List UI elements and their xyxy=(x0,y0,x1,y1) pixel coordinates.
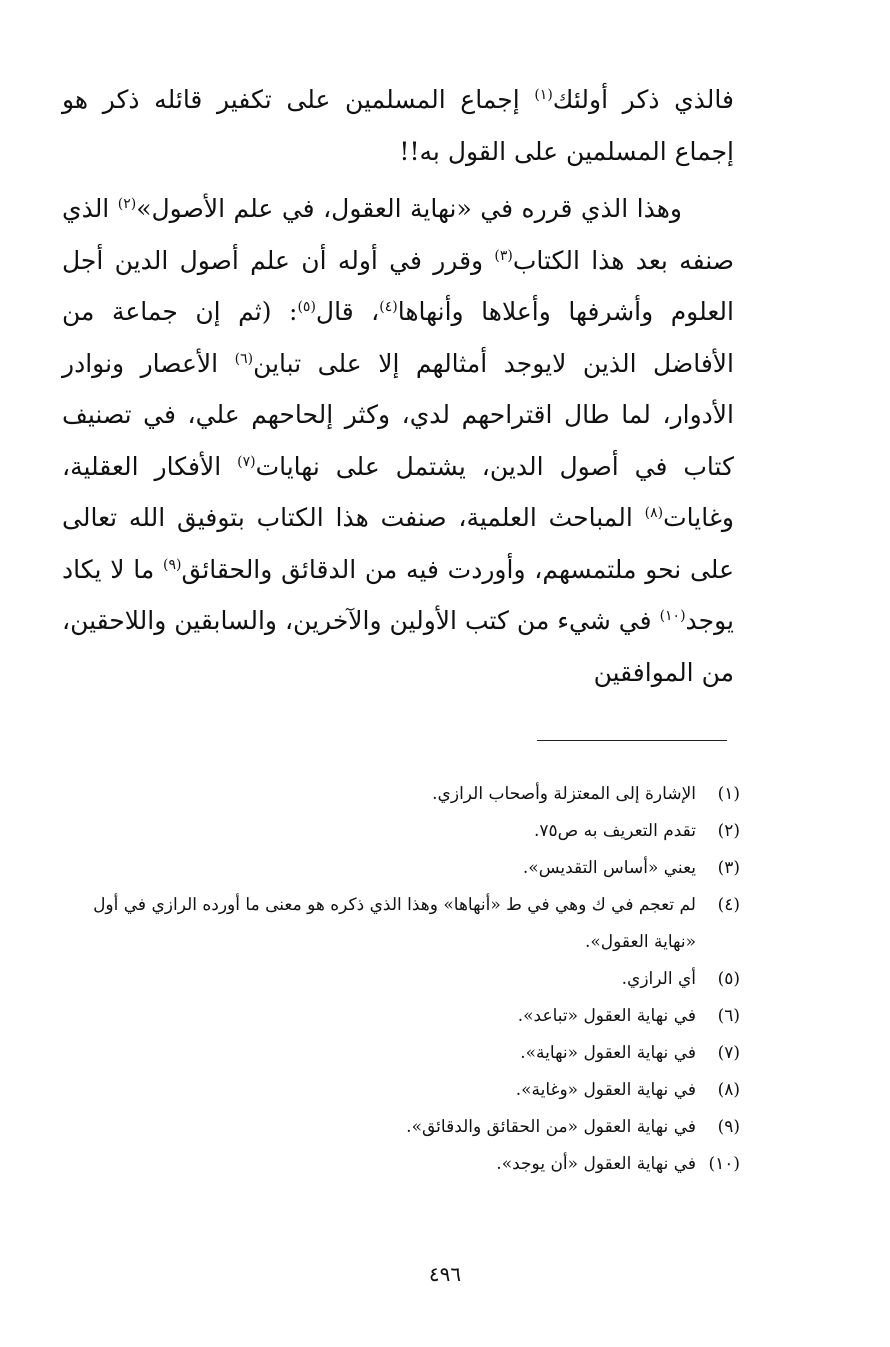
footnote-text: أي الرازي. xyxy=(621,969,696,989)
text-run: الأعصار ونوادر الأدوار، لما طال اقتراحهم لدي، وكثر إلحاحهم علي، في تصنيف كتاب في أصول الدين، يشتمل على نهايات xyxy=(62,348,734,481)
text-run: وهذا الذي قرره في «نهاية العقول، في علم الأصول» xyxy=(136,194,682,223)
footnote-text: لم تعجم في ك وهي في ط «أنهاها» وهذا الذي ذكره هو معنى ما أورده الرازي في أول «نهاية العقول». xyxy=(93,895,696,952)
footnotes-list xyxy=(50,776,740,1183)
footnote-number: (٤) xyxy=(717,895,740,915)
footnote-item xyxy=(50,961,740,998)
footnote-number: (٣) xyxy=(717,858,740,878)
footnote-text: في نهاية العقول «أن يوجد». xyxy=(496,1154,696,1174)
footnote-number: (١) xyxy=(717,784,740,804)
footnote-item xyxy=(50,1072,740,1109)
footnote-number: (٨) xyxy=(717,1080,740,1100)
footnote-text: تقدم التعريف به ص٧٥. xyxy=(533,821,696,841)
footnote-item xyxy=(50,887,740,961)
footnote-number: (٢) xyxy=(717,821,740,841)
footnote-ref-6: (٦) xyxy=(234,350,254,367)
footnote-ref-10: (١٠) xyxy=(659,608,686,624)
footnote-item xyxy=(50,1146,740,1183)
text-run: فالذي ذكر أولئك xyxy=(552,85,734,114)
text-run: ما لا يكاد يوجد xyxy=(62,554,734,635)
footnote-ref-7: (٧) xyxy=(237,453,256,470)
footnote-ref-5: (٥) xyxy=(297,299,316,315)
footnote-item xyxy=(50,1109,740,1146)
page-number: ٤٩٦ xyxy=(428,1262,462,1286)
footnote-text: في نهاية العقول «من الحقائق والدقائق». xyxy=(406,1117,696,1137)
text-run: : (ثم إن جماعة من الأفاضل الذين لايوجد أمثالهم إلا على تباين xyxy=(62,297,734,378)
footnote-text: في نهاية العقول «نهاية». xyxy=(520,1043,696,1063)
footnote-item xyxy=(50,998,740,1035)
paragraph-1 xyxy=(62,74,734,177)
footnote-text: الإشارة إلى المعتزلة وأصحاب الرازي. xyxy=(432,784,696,804)
footnote-number: (٦) xyxy=(717,1006,740,1026)
footnote-divider xyxy=(537,740,727,741)
text-run: الذي صنفه بعد هذا الكتاب xyxy=(62,194,734,275)
footnote-ref-9: (٩) xyxy=(163,556,182,573)
main-text xyxy=(62,74,734,698)
footnote-item xyxy=(50,1035,740,1072)
text-run: المباحث العلمية، صنفت هذا الكتاب بتوفيق الله تعالى على نحو ملتمسهم، وأوردت فيه من الدقائق والحقائق xyxy=(62,503,734,584)
footnote-number: (٥) xyxy=(717,969,740,989)
text-run: الأفكار العقلية، وغايات xyxy=(62,451,734,532)
footnote-ref-2: (٢) xyxy=(117,196,137,212)
footnote-text: في نهاية العقول «وغاية». xyxy=(515,1080,696,1100)
footnote-item xyxy=(50,776,740,813)
footnote-ref-4: (٤) xyxy=(379,299,398,315)
text-run: إجماع المسلمين على تكفير قائله ذكر هو إجماع المسلمين على القول به!! xyxy=(62,85,734,166)
text-run: وقرر في أوله أن علم أصول الدين أجل العلوم وأشرفها وأعلاها وأنهاها xyxy=(62,245,734,326)
footnote-item xyxy=(50,813,740,850)
footnote-number: (١٠) xyxy=(708,1154,740,1174)
footnote-text: يعني «أساس التقديس». xyxy=(522,858,696,878)
footnote-text: في نهاية العقول «تباعد». xyxy=(517,1006,696,1026)
footnote-item xyxy=(50,850,740,887)
paragraph-2 xyxy=(62,183,734,698)
footnote-ref-8: (٨) xyxy=(644,505,664,521)
footnote-number: (٩) xyxy=(717,1117,740,1137)
footnote-number: (٧) xyxy=(717,1043,740,1063)
text-run: ، قال xyxy=(315,297,380,326)
text-run: في شيء من كتب الأولين والآخرين، والسابقين واللاحقين، من الموافقين xyxy=(62,606,734,687)
footnote-ref-3: (٣) xyxy=(494,247,513,264)
footnote-ref-1: (١) xyxy=(534,87,553,103)
